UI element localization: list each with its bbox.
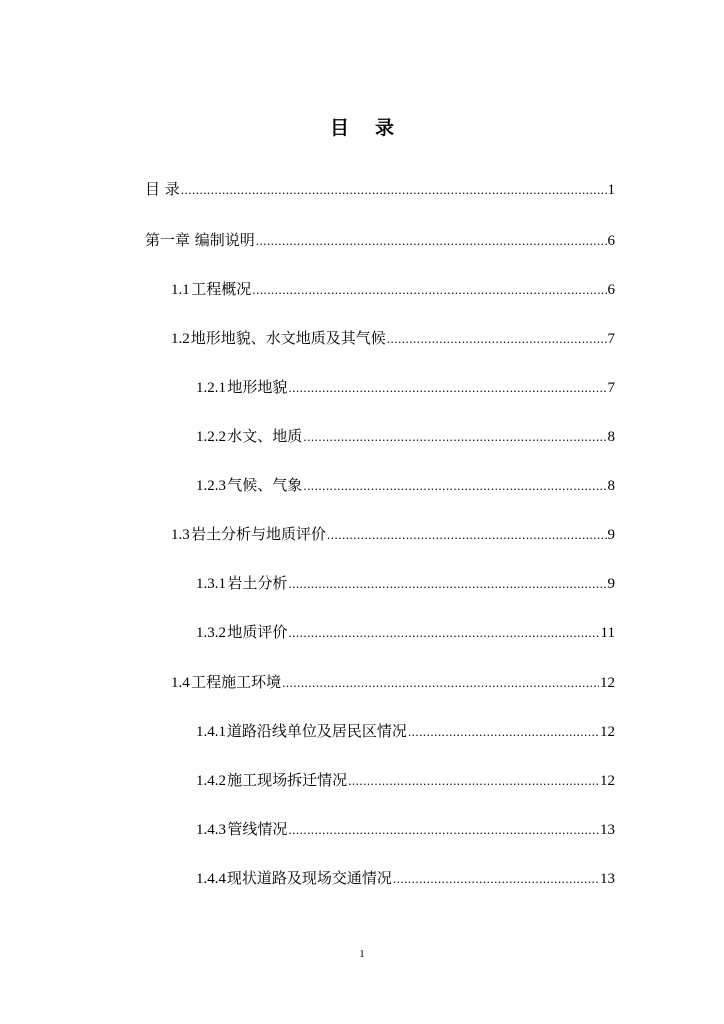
toc-entry-title: 岩土分析 xyxy=(227,574,288,592)
toc-entry-1-2-3[interactable] xyxy=(196,474,615,496)
toc-entry-contents[interactable] xyxy=(145,178,615,200)
toc-section-number: 1.2 xyxy=(171,331,190,347)
toc-entry-title: 工程概况 xyxy=(191,280,252,298)
dot-leader xyxy=(288,573,606,595)
dot-leader xyxy=(327,524,607,546)
toc-entry-1-1[interactable] xyxy=(171,278,615,300)
toc-page-number: 12 xyxy=(600,675,615,691)
toc-entry-1-3[interactable] xyxy=(171,523,615,545)
toc-page-number: 7 xyxy=(607,331,615,347)
title-char-1: 目 xyxy=(329,117,349,139)
toc-entry-chapter-1[interactable] xyxy=(145,229,615,251)
toc-page-number: 8 xyxy=(607,429,615,445)
dot-leader xyxy=(282,672,599,694)
toc-page-number: 7 xyxy=(607,380,615,396)
toc-section-number: 1.3 xyxy=(171,527,190,543)
dot-leader xyxy=(288,622,599,644)
footer-page-number: 1 xyxy=(359,948,365,960)
toc-section-number: 1.1 xyxy=(171,282,190,298)
toc-entry-1-2-2[interactable] xyxy=(196,425,615,447)
toc-page-number: 8 xyxy=(607,478,615,494)
toc-entry-1-3-1[interactable] xyxy=(196,572,615,594)
toc-section-number: 1.2.1 xyxy=(196,380,226,396)
toc-entry-1-4-2[interactable] xyxy=(196,769,615,791)
toc-page-number: 11 xyxy=(600,625,615,641)
toc-entry-1-4-4[interactable] xyxy=(196,867,615,889)
toc-page-number: 6 xyxy=(607,233,615,249)
dot-leader xyxy=(387,328,607,350)
toc-section-number: 1.4.1 xyxy=(196,724,226,740)
toc-entry-title: 目 录 xyxy=(145,180,180,198)
dot-leader xyxy=(408,721,599,743)
toc-entry-title: 管线情况 xyxy=(227,820,288,838)
toc-entry-1-4[interactable] xyxy=(171,671,615,693)
title-char-2: 录 xyxy=(375,117,395,139)
toc-entry-title: 水文、地质 xyxy=(227,427,303,445)
toc-page-number: 9 xyxy=(607,527,615,543)
dot-leader xyxy=(256,230,607,252)
toc-page-number: 9 xyxy=(607,576,615,592)
toc-entry-title: 岩土分析与地质评价 xyxy=(190,525,326,543)
dot-leader xyxy=(393,868,599,890)
toc-section-number: 1.2.3 xyxy=(196,478,226,494)
toc-entry-title: 施工现场拆迁情况 xyxy=(227,771,348,789)
dot-leader xyxy=(303,475,606,497)
toc-entry-title: 工程施工环境 xyxy=(191,673,282,691)
toc-section-number: 1.3.1 xyxy=(196,576,226,592)
toc-page-number: 13 xyxy=(600,871,615,887)
toc-entry-title: 现状道路及现场交通情况 xyxy=(226,869,392,887)
toc-entry-title: 第一章 编制说明 xyxy=(145,231,255,249)
toc-entry-1-4-1[interactable] xyxy=(196,720,615,742)
dot-leader xyxy=(288,377,606,399)
toc-entry-title: 地形地貌 xyxy=(227,378,288,396)
toc-section-number: 1.4.3 xyxy=(196,822,226,838)
toc-entry-title: 气候、气象 xyxy=(227,476,303,494)
dot-leader xyxy=(252,279,606,301)
toc-page-number: 13 xyxy=(600,822,615,838)
toc-section-number: 1.4.4 xyxy=(196,871,226,887)
dot-leader xyxy=(348,770,599,792)
toc-entry-1-3-2[interactable] xyxy=(196,621,615,643)
toc-entry-1-4-3[interactable] xyxy=(196,818,615,840)
toc-entry-title: 道路沿线单位及居民区情况 xyxy=(226,722,407,740)
toc-page-number: 1 xyxy=(607,182,615,198)
toc-entry-1-2-1[interactable] xyxy=(196,376,615,398)
toc-entry-title: 地形地貌、水文地质及其气候 xyxy=(190,329,386,347)
toc-section-number: 1.4.2 xyxy=(196,773,226,789)
dot-leader xyxy=(181,179,607,201)
dot-leader xyxy=(303,426,606,448)
toc-section-number: 1.4 xyxy=(171,675,190,691)
toc-page-number: 12 xyxy=(600,773,615,789)
dot-leader xyxy=(288,819,599,841)
toc-page-number: 6 xyxy=(607,282,615,298)
toc-entry-title: 地质评价 xyxy=(227,623,288,641)
toc-entry-1-2[interactable] xyxy=(171,327,615,349)
toc-section-number: 1.2.2 xyxy=(196,429,226,445)
toc-page-number: 12 xyxy=(600,724,615,740)
page-title xyxy=(0,116,724,140)
toc-section-number: 1.3.2 xyxy=(196,625,226,641)
